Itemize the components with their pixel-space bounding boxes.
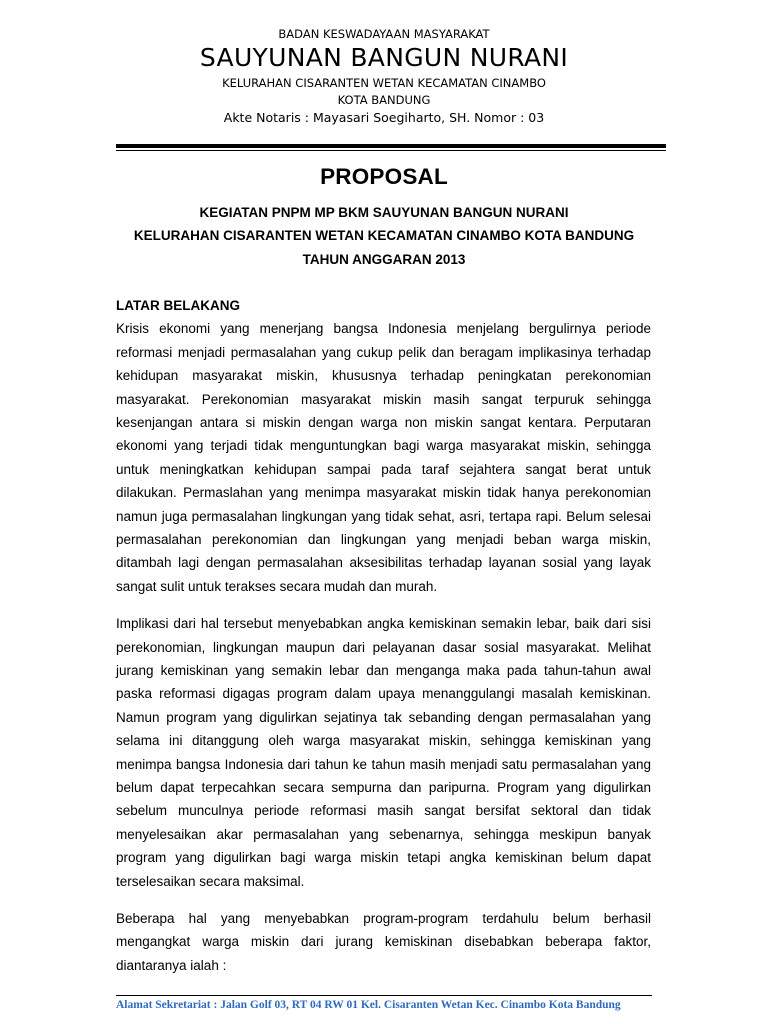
letterhead [0,27,768,126]
body-paragraph: Implikasi dari hal tersebut menyebabkan angka kemiskinan semakin lebar, baik dari sisi perekonomian, lingkungan maupun dari pelayanan dasar sosial masyarakat. Melihat jurang kemiskinan yang semakin lebar dan menganga maka pada tahun-tahun awal paska reformasi digagas program dalam upaya menanggulangi masalah kemiskinan. Namun program yang digulirkan sejatinya tak sebanding dengan permasalahan yang selama ini ditanggung oleh warga masyarakat miskin, sehingga kemiskinan yang menimpa bangsa Indonesia dari tahun ke tahun masih menjadi satu permasalahan yang belum dapat terpecahkan secara sempurna dan paripurna. Program yang digulirkan sebelum munculnya periode reformasi masih sangat bersifat sektoral dan tidak menyelesaikan akar permasalahan yang sebenarnya, sehingga meskipun banyak program yang digulirkan bagi warga miskin tetapi angka kemiskinan belum dapat terselesaikan secara maksimal. [116,616,651,889]
footer-divider [116,995,652,996]
location-line-2: KOTA BANDUNG [337,93,431,107]
subtitle-line: KEGIATAN PNPM MP BKM SAUYUNAN BANGUN NURANI [199,205,569,220]
subtitle-line: TAHUN ANGGARAN 2013 [302,251,466,267]
organization-name: SAUYUNAN BANGUN NURANI [199,43,569,72]
organization-type: BADAN KESWADAYAAN MASYARAKAT [278,27,490,41]
notary-deed: Akte Notaris : Mayasari Soegiharto, SH. Nomor : 03 [223,110,545,125]
title-block [0,162,768,271]
document-subtitles [0,201,768,271]
location-line-1: KELURAHAN CISARANTEN WETAN KECAMATAN CINAMBO [222,76,546,90]
body-paragraph: Krisis ekonomi yang menerjang bangsa Indonesia menjelang bergulirnya periode reformasi menjadi permasalahan yang cukup pelik dan beragam implikasinya terhadap kehidupan masyarakat miskin, khususnya terhadap peningkatan perekonomian masyarakat. Perekonomian masyarakat miskin masih sangat terpuruk sehingga kesenjangan antara si miskin dengan warga non miskin sangat kentara. Perputaran ekonomi yang terjadi tidak menguntungkan bagi warga masyarakat miskin, sehingga untuk meningkatkan kehidupan sampai pada taraf sejahtera sangat berat untuk dilakukan. Permaslahan yang menimpa masyarakat miskin tidak hanya perekonomian namun juga permasalahan lingkungan yang tidak sehat, asri, tertapa rapi. Belum selesai permasalahan perekonomian dan lingkungan yang menjadi beban warga miskin, ditambah lagi dengan permasalahan aksesibilitas terhadap layanan sosial yang layak sangat sulit untuk terakses secara mudah dan murah. [116,321,651,594]
body-paragraph: Beberapa hal yang menyebabkan program-program terdahulu belum berhasil mengangkat warga miskin dari jurang kemiskinan disebabkan beberapa faktor, diantaranya ialah : [116,911,651,973]
document-body [116,294,651,977]
letterhead-divider-thin [116,150,666,151]
subtitle-line: KELURAHAN CISARANTEN WETAN KECAMATAN CINAMBO KOTA BANDUNG [133,228,635,244]
document-title: PROPOSAL [320,164,448,189]
section-heading: LATAR BELAKANG [116,298,240,313]
letterhead-divider-thick [116,144,666,148]
footer-address: Alamat Sekretariat : Jalan Golf 03, RT 04 RW 01 Kel. Cisaranten Wetan Kec. Cinambo Kota Bandung [116,999,621,1011]
